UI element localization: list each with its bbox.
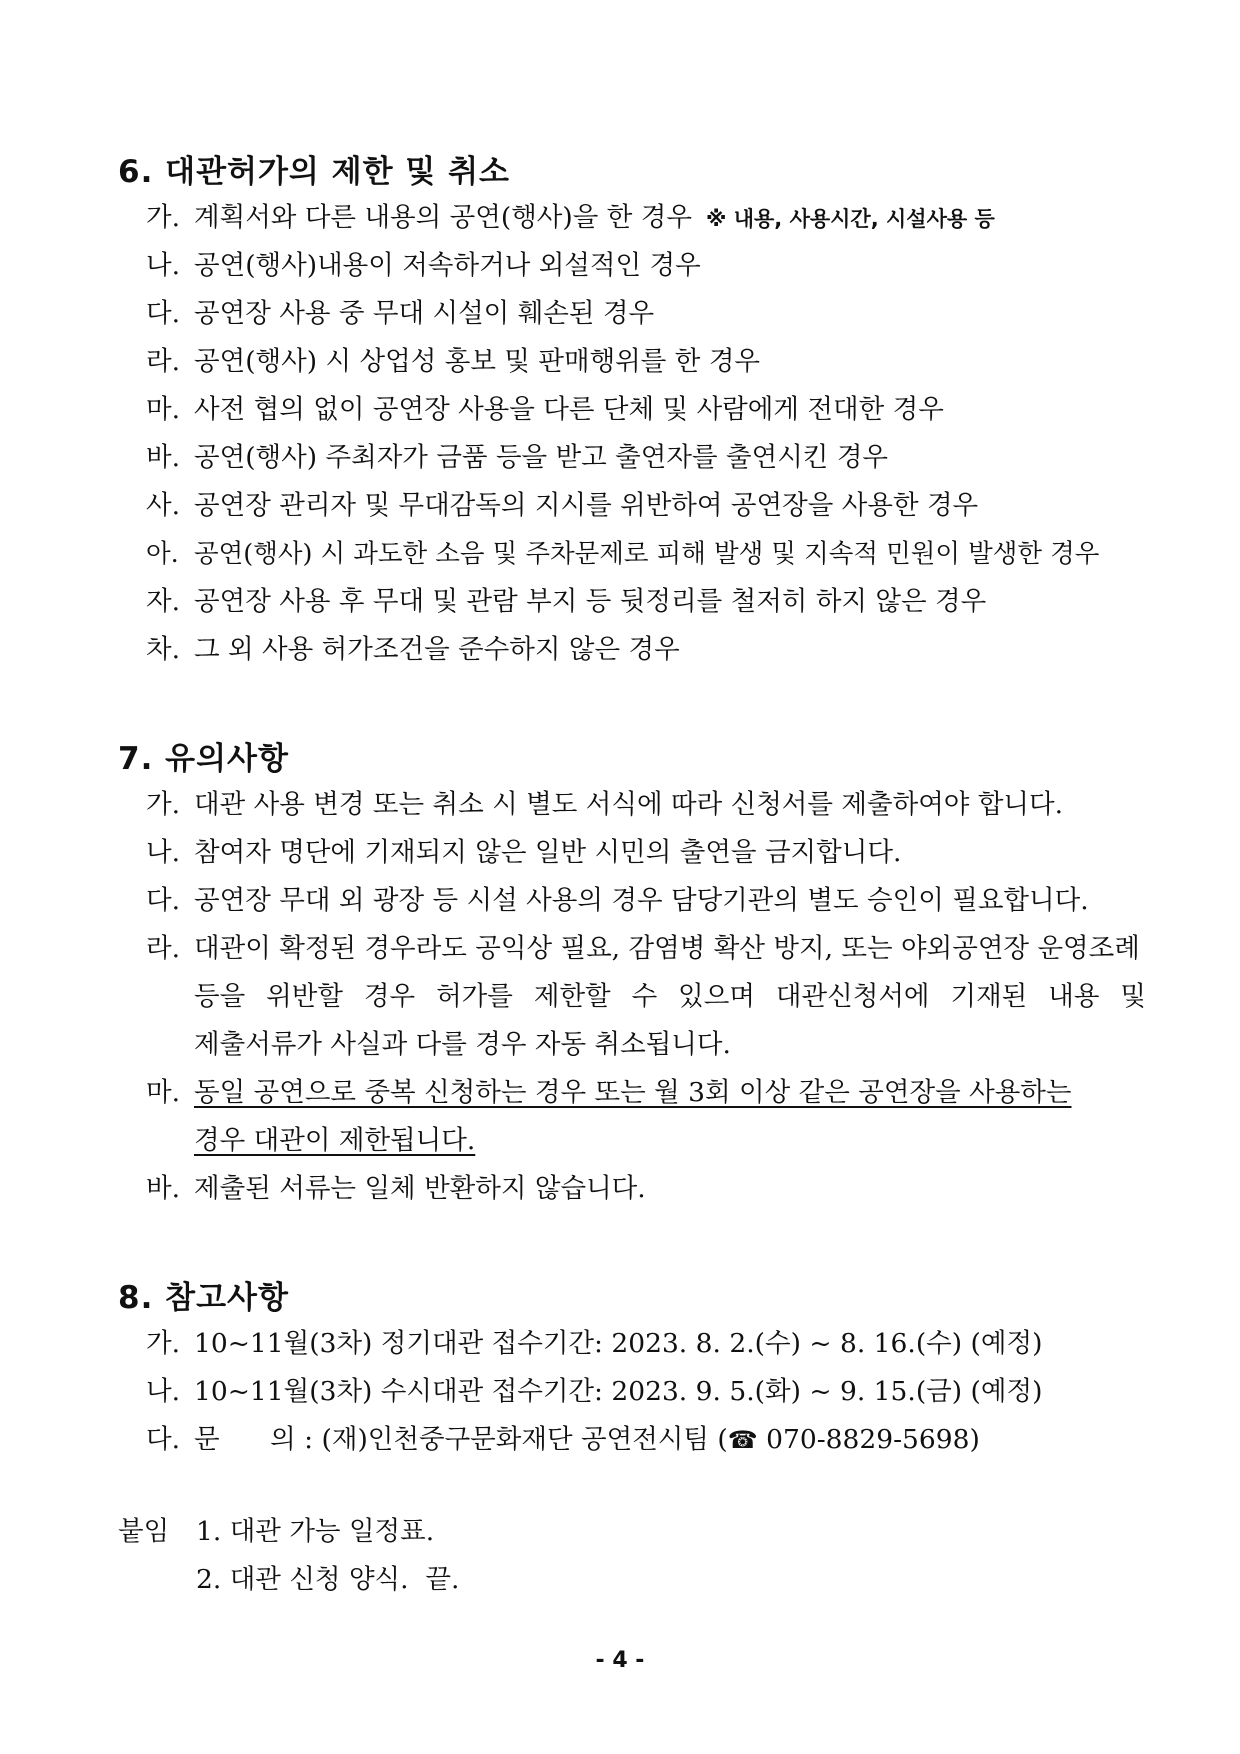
item-label: 차. (146, 634, 181, 665)
item-label: 아. (146, 539, 179, 569)
section-6-item-na (146, 242, 1146, 290)
item-label: 다. (146, 1424, 181, 1455)
section-6-item-ba (146, 434, 1146, 482)
section-8-item-da (146, 1416, 1146, 1464)
item-text: 공연(행사)내용이 저속하거나 외설적인 경우 (194, 250, 701, 281)
item-note: ※ 내용, 사용시간, 시설사용 등 (705, 207, 995, 231)
section-6-item-ga (146, 194, 1146, 243)
item-text: 제출된 서류는 일체 반환하지 않습니다. (194, 1173, 646, 1204)
item-text: 공연장 사용 중 무대 시설이 훼손된 경우 (194, 298, 655, 329)
item-text: 공연(행사) 주최자가 금품 등을 받고 출연자를 출연시킨 경우 (194, 442, 889, 473)
section-6-title: 6. 대관허가의 제한 및 취소 (118, 154, 510, 190)
section-7-item-ma (146, 1069, 1146, 1117)
item-text: 계획서와 다른 내용의 공연(행사)을 한 경우 (194, 202, 692, 233)
attachment-item: 2. 대관 신청 양식. 끝. (196, 1564, 460, 1595)
section-7-item-na (146, 829, 1146, 877)
section-7-item-ba (146, 1165, 1146, 1213)
attachment-label: 붙임 (118, 1516, 170, 1547)
contact-text: 문 의 : (재)인천중구문화재단 공연전시팀 ( (194, 1424, 728, 1455)
item-text: 공연장 무대 외 광장 등 시설 사용의 경우 담당기관의 별도 승인이 필요합니다. (194, 885, 1089, 916)
item-text: 사전 협의 없이 공연장 사용을 다른 단체 및 사람에게 전대한 경우 (194, 394, 944, 425)
section-6-item-ma (146, 386, 1146, 434)
section-7-item-ma-line-2 (194, 1117, 1146, 1165)
section-8-item-ga (146, 1320, 1146, 1368)
section-7-item-ra-line-3: 제출서류가 사실과 다를 경우 자동 취소됩니다. (194, 1029, 731, 1060)
section-6-item-ra (146, 338, 1146, 386)
item-label: 나. (146, 837, 181, 868)
section-8-item-na (146, 1368, 1146, 1416)
item-text: 공연(행사) 시 과도한 소음 및 주차문제로 피해 발생 및 지속적 민원이 발생한 경우 (194, 539, 1100, 569)
item-label: 자. (146, 586, 181, 617)
item-text: 공연장 사용 후 무대 및 관람 부지 등 뒷정리를 철저히 하지 않은 경우 (194, 586, 987, 617)
item-label: 가. (146, 202, 181, 233)
section-7-item-ga (146, 781, 1146, 829)
section-7-title: 7. 유의사항 (118, 741, 289, 777)
item-label: 바. (146, 1173, 181, 1204)
item-label: 바. (146, 442, 181, 473)
item-text-underlined: 경우 대관이 제한됩니다. (194, 1125, 476, 1156)
item-label: 마. (146, 1077, 181, 1108)
section-6-item-ja (146, 578, 1146, 626)
item-text: 그 외 사용 허가조건을 준수하지 않은 경우 (194, 634, 680, 665)
item-text: 대관 사용 변경 또는 취소 시 별도 서식에 따라 신청서를 제출하여야 합니다. (194, 789, 1064, 820)
item-label: 라. (146, 933, 181, 964)
section-6-item-cha (146, 626, 1146, 674)
item-label: 가. (146, 1328, 181, 1359)
section-6-item-sa (146, 482, 1146, 530)
item-text: 10~11월(3차) 정기대관 접수기간: 2023. 8. 2.(수) ~ 8. 16.(수) (예정) (194, 1328, 1043, 1359)
section-6-item-da (146, 290, 1146, 338)
item-label: 나. (146, 250, 181, 281)
item-label: 사. (146, 490, 181, 521)
attachment-item: 1. 대관 가능 일정표. (196, 1516, 435, 1547)
item-text: 공연장 관리자 및 무대감독의 지시를 위반하여 공연장을 사용한 경우 (194, 490, 979, 521)
section-8-title: 8. 참고사항 (118, 1280, 289, 1316)
item-label: 마. (146, 394, 181, 425)
section-7-item-ra-line-2: 등을 위반할 경우 허가를 제한할 수 있으며 대관신청서에 기재된 내용 및 (194, 981, 1146, 1012)
section-7-item-ra (146, 925, 1146, 973)
item-text: 10~11월(3차) 수시대관 접수기간: 2023. 9. 5.(화) ~ 9. 15.(금) (예정) (194, 1376, 1043, 1407)
phone-number: 070-8829-5698) (766, 1424, 980, 1455)
item-label: 가. (146, 789, 181, 820)
item-text-underlined: 동일 공연으로 중복 신청하는 경우 또는 월 3회 이상 같은 공연장을 사용하는 (194, 1077, 1072, 1108)
item-text: 공연(행사) 시 상업성 홍보 및 판매행위를 한 경우 (194, 346, 761, 377)
section-7-item-da (146, 877, 1146, 925)
item-label: 라. (146, 346, 181, 377)
item-label: 다. (146, 885, 181, 916)
telephone-icon: ☎ (727, 1426, 758, 1454)
item-text: 참여자 명단에 기재되지 않은 일반 시민의 출연을 금지합니다. (194, 837, 902, 868)
item-label: 나. (146, 1376, 181, 1407)
attachment-line-1 (118, 1508, 434, 1556)
item-label: 다. (146, 298, 181, 329)
page-number: - 4 - (595, 1648, 645, 1673)
section-6-item-a (146, 530, 1146, 578)
item-text: 대관이 확정된 경우라도 공익상 필요, 감염병 확산 방지, 또는 야외공연장 운영조례 (194, 933, 1140, 964)
